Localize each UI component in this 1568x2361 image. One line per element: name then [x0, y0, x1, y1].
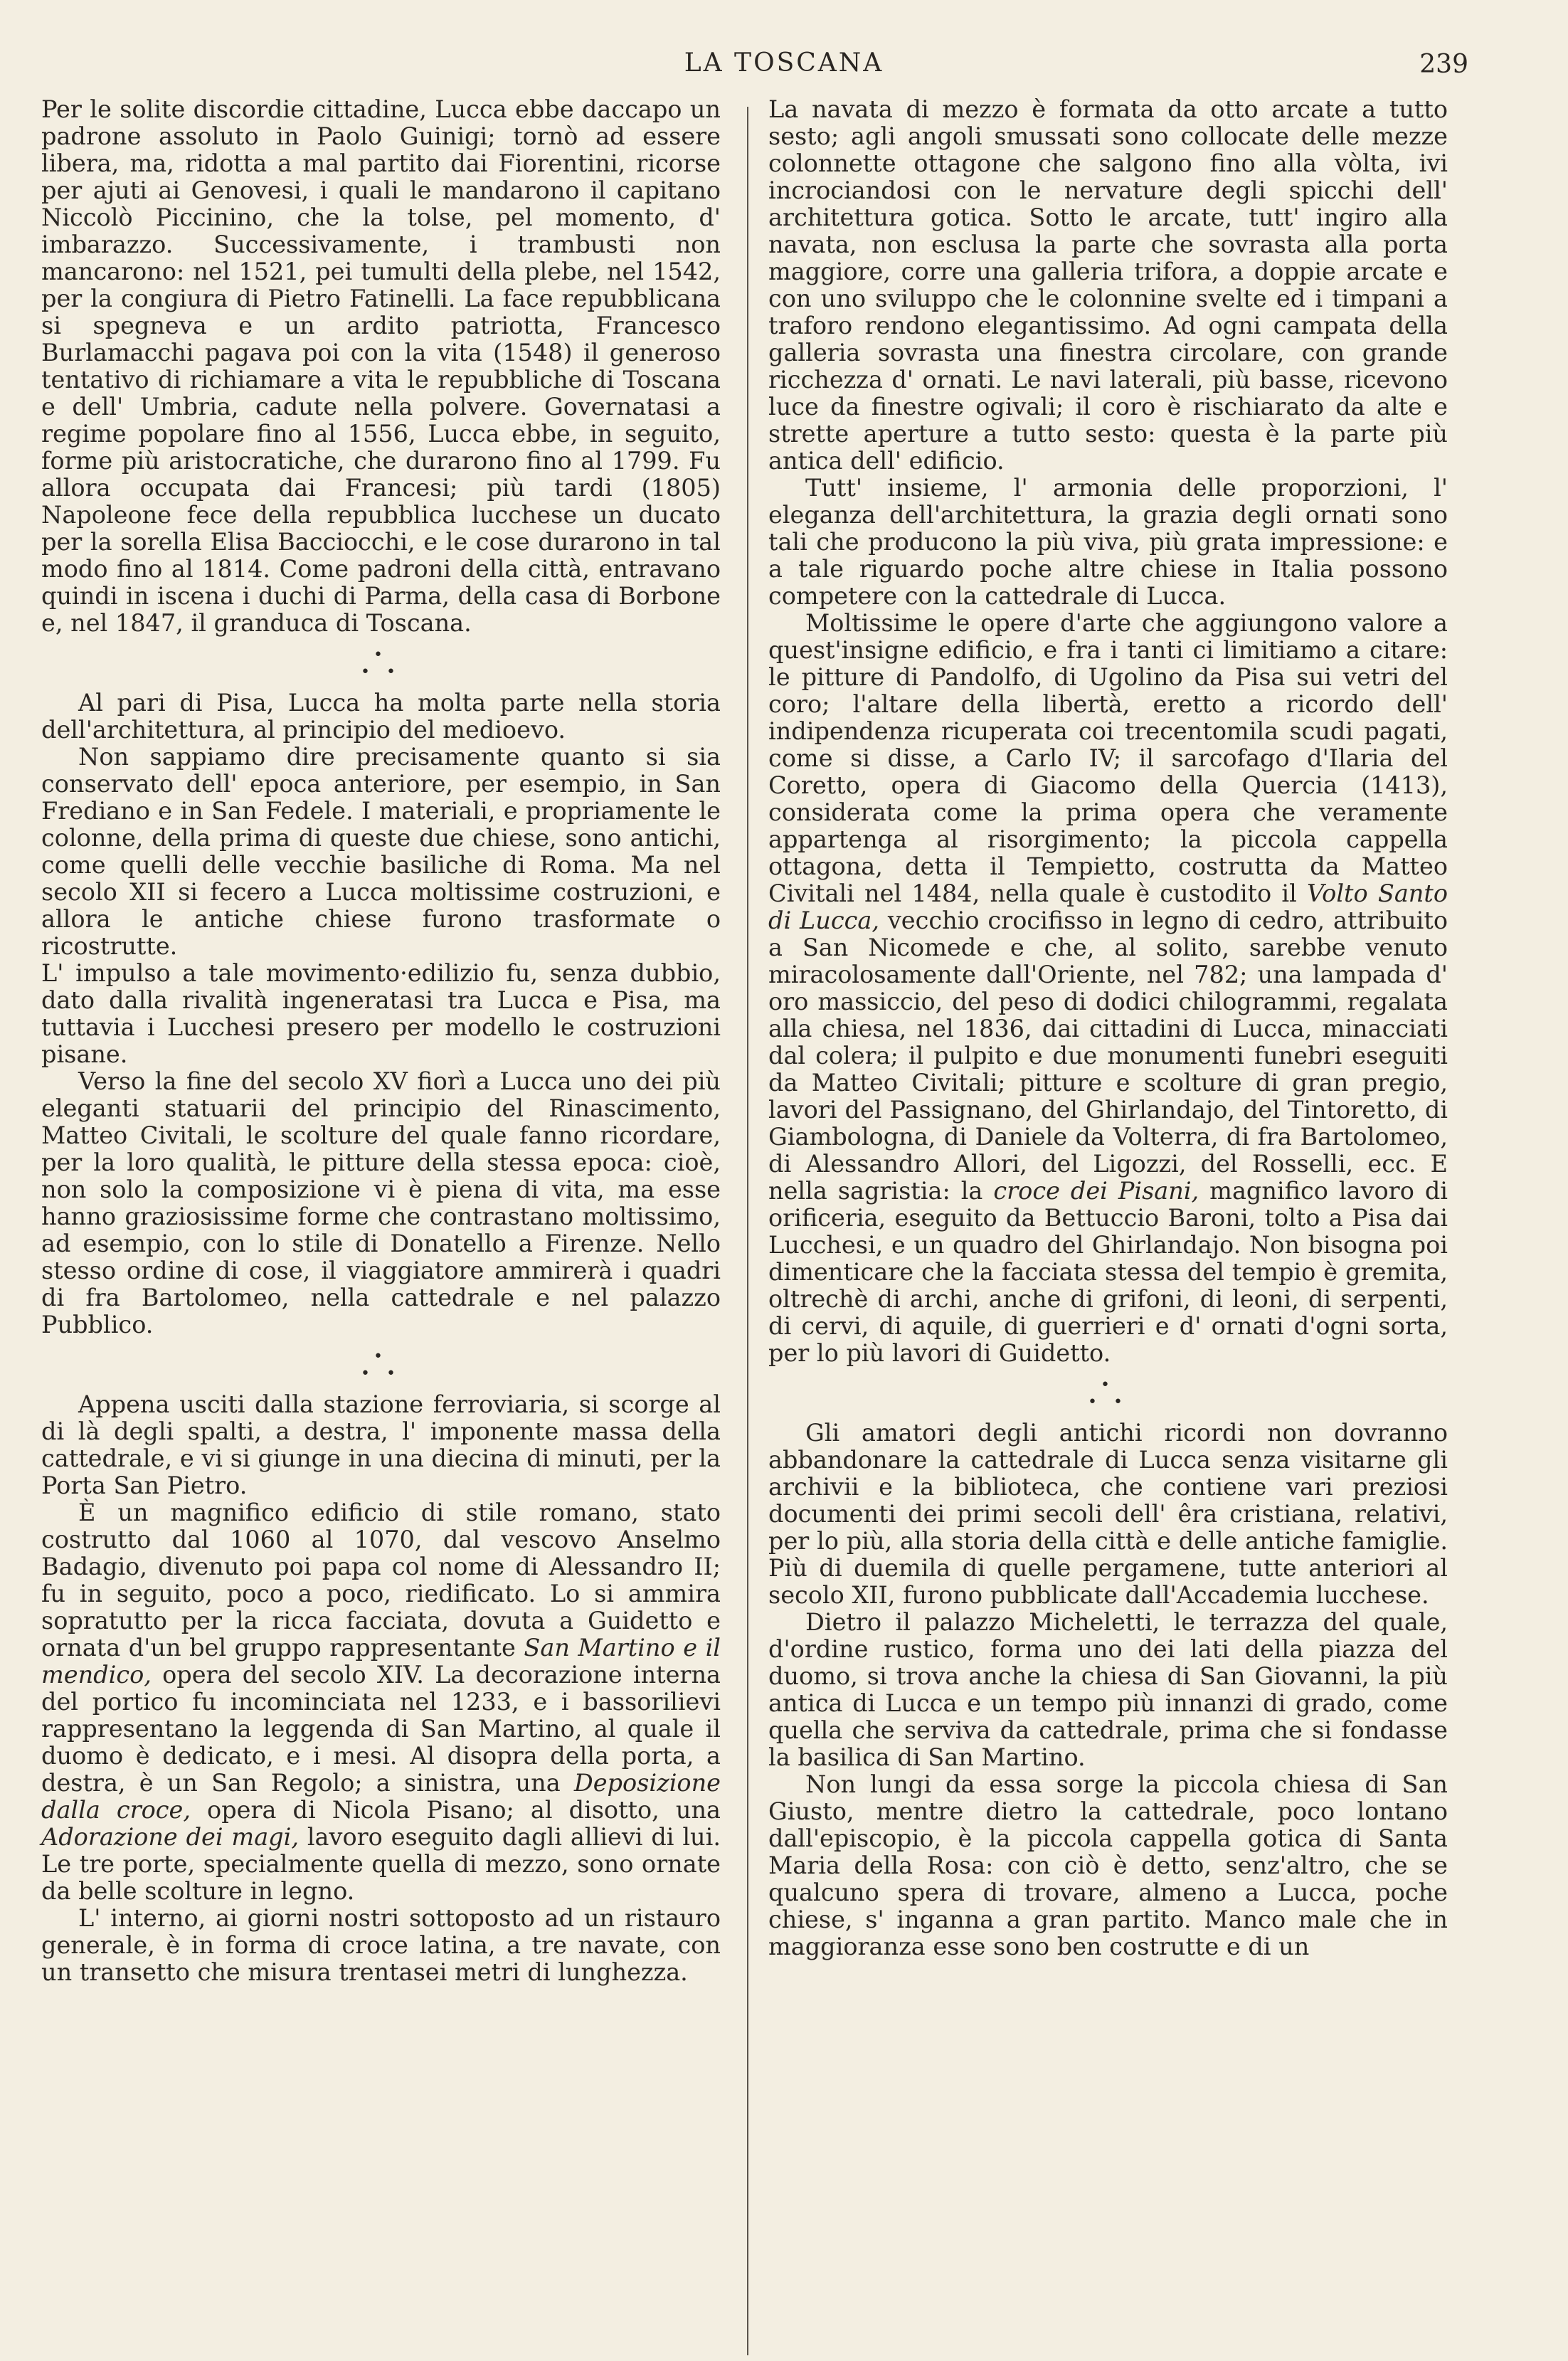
- paragraph: Verso la fine del secolo XV fiorì a Lucca uno dei più eleganti statuarii del principio del Rinascimento, Matteo Civitali, le scolture del quale fanno ricordare, per la loro qualità, le pitture della stessa epoca: cioè, non solo la composizione vi è piena di vita, ma esse hanno graziosissime forme che contrastano moltissimo, ad esempio, con lo stile di Donatello a Firenze. Nello stesso ordine di cose, il viaggiatore ammirerà i quadri di fra Bartolomeo, nella cattedrale e nel palazzo Pubblico.: [41, 1067, 721, 1338]
- left-column: [41, 96, 721, 1986]
- artwork-title: Adorazione dei magi,: [41, 1823, 299, 1851]
- column-divider: [747, 107, 748, 2355]
- paragraph: Non sappiamo dire precisamente quanto si sia conservato dell' epoca anteriore, per esempio, in San Frediano e in San Fedele. I materiali, e propriamente le colonne, della prima di queste due chiese, sono antichi, come quelli delle vecchie basiliche di Roma. Ma nel secolo XII si fecero a Lucca moltissime costruzioni, e allora le antiche chiese furono trasformate o ricostrutte.: [41, 743, 721, 960]
- section-separator: • • •: [361, 646, 401, 681]
- paragraph: Dietro il palazzo Micheletti, le terrazza del quale, d'ordine rustico, forma uno dei lati della piazza del duomo, si trova anche la chiesa di San Giovanni, la più antica di Lucca e un tempo più innanzi di grado, come quella che serviva da cattedrale, prima che si fondasse la basilica di San Martino.: [768, 1608, 1448, 1771]
- paragraph: È un magnifico edificio di stile romano, stato costrutto dal 1060 al 1070, dal vescovo Anselmo Badagio, divenuto poi papa col nome di Alessandro II; fu in seguito, poco a poco, riedificato. Lo si ammira sopratutto per la ricca facciata, dovuta a Guidetto e ornata d'un bel gruppo rappresentante San Martino e il mendico, opera del secolo XIV. La decorazione interna del portico fu incominciata nel 1233, e i bassorilievi rappresentano la leggenda di San Martino, al quale il duomo è dedicato, e i mesi. Al disopra della porta, a destra, è un San Regolo; a sinistra, una Deposizione dalla croce, opera di Nicola Pisano; al disotto, una Adorazione dei magi, lavoro eseguito dagli allievi di lui. Le tre porte, specialmente quella di mezzo, sono ornate da belle scolture in legno.: [41, 1499, 721, 1905]
- paragraph: Gli amatori degli antichi ricordi non dovranno abbandonare la cattedrale di Lucca senza visitarne gli archivii e la biblioteca, che contiene vari preziosi documenti dei primi secoli dell' êra cristiana, relativi, per lo più, alla storia della città e delle antiche famiglie. Più di duemila di quelle pergamene, tutte anteriori al secolo XII, furono pubblicate dall'Accademia lucchese.: [768, 1419, 1448, 1609]
- paragraph: Al pari di Pisa, Lucca ha molta parte nella storia dell'architettura, al principio del medioevo.: [41, 689, 721, 744]
- paragraph: Moltissime le opere d'arte che aggiungono valore a quest'insigne edificio, e fra i tanti ci limitiamo a citare: le pitture di Pandolfo, di Ugolino da Pisa sui vetri del coro; l'altare della libertà, eretto a ricordo dell' indipendenza ricuperata coi trecentomila scudi pagati, come si disse, a Carlo IV; il sarcofago d'Ilaria del Coretto, opera di Giacomo della Quercia (1413), considerata come la prima opera che veramente appartenga al risorgimento; la piccola cappella ottagona, detta il Tempietto, costrutta da Matteo Civitali nel 1484, nella quale è custodito il Volto Santo di Lucca, vecchio crocifisso in legno di cedro, attribuito a San Nicomede e che, al solito, sarebbe venuto miracolosamente dall'Oriente, nel 782; una lampada d' oro massiccio, del peso di dodici chilogrammi, regalata alla chiesa, nel 1836, dai cittadini di Lucca, minacciati dal colera; il pulpito e due monumenti funebri eseguiti da Matteo Civitali; pitture e scolture di gran pregio, lavori del Passignano, del Ghirlandajo, del Tintoretto, di Giambologna, di Daniele da Volterra, di fra Bartolomeo, di Alessandro Allori, del Ligozzi, del Rosselli, ecc. E nella sagristia: la croce dei Pisani, magnifico lavoro di orificeria, eseguito da Bettuccio Baroni, tolto a Pisa dai Lucchesi, e un quadro del Ghirlandajo. Non bisogna poi dimenticare che la facciata stessa del tempio è gremita, oltrechè di archi, anche di grifoni, di leoni, di serpenti, di cervi, di aquile, di guerrieri e d' ornati d'ogni sorta, per lo più lavori di Guidetto.: [768, 609, 1448, 1367]
- artwork-title: Volto Santo di Lucca,: [768, 880, 1448, 934]
- paragraph: Appena usciti dalla stazione ferroviaria, si scorge al di là degli spalti, a destra, l' imponente massa della cattedrale, e vi si giunge in una diecina di minuti, per la Porta San Pietro.: [41, 1390, 721, 1499]
- page-header: [0, 41, 1568, 84]
- artwork-title: croce dei Pisani,: [993, 1177, 1199, 1205]
- right-column: [768, 96, 1448, 1960]
- paragraph: L' interno, ai giorni nostri sottoposto ad un ristauro generale, è in forma di croce latina, a tre navate, con un transetto che misura trentasei metri di lunghezza.: [41, 1904, 721, 1986]
- paragraph: Per le solite discordie cittadine, Lucca ebbe daccapo un padrone assoluto in Paolo Guinigi; tornò ad essere libera, ma, ridotta a mal partito dai Fiorentini, ricorse per ajuti ai Genovesi, i quali le mandarono il capitano Niccolò Piccinino, che la tolse, pel momento, d' imbarazzo. Successivamente, i trambusti non mancarono: nel 1521, pei tumulti della plebe, nel 1542, per la congiura di Pietro Fatinelli. La face repubblicana si spegneva e un ardito patriotta, Francesco Burlamacchi pagava poi con la vita (1548) il generoso tentativo di richiamare a vita le repubbliche di Toscana e dell' Umbria, cadute nella polvere. Governatasi a regime popolare fino al 1556, Lucca ebbe, in seguito, forme più aristocratiche, che durarono fino al 1799. Fu allora occupata dai Francesi; più tardi (1805) Napoleone fece della repubblica lucchese un ducato per la sorella Elisa Bacciocchi, e le cose durarono in tal modo fino al 1814. Come padroni della città, entravano quindi in iscena i duchi di Parma, della casa di Borbone e, nel 1847, il granduca di Toscana.: [41, 95, 721, 637]
- paragraph: La navata di mezzo è formata da otto arcate a tutto sesto; agli angoli smussati sono collocate delle mezze colonnette ottagone che salgono fino alla vòlta, ivi incrociandosi con le nervature degli spicchi dell' architettura gotica. Sotto le arcate, tutt' ingiro alla navata, non esclusa la parte che sovrasta alla porta maggiore, corre una galleria trifora, a doppie arcate e con uno sviluppo che le colonnine svelte ed i timpani a traforo rendono elegantissimo. Ad ogni campata della galleria sovrasta una finestra circolare, con grande ricchezza d' ornati. Le navi laterali, più basse, ricevono luce da finestre ogivali; il coro è rischiarato da alte e strette aperture a tutto sesto: questa è la parte più antica dell' edificio.: [768, 95, 1448, 475]
- paragraph: L' impulso a tale movimento·edilizio fu, senza dubbio, dato dalla rivalità ingeneratasi tra Lucca e Pisa, ma tuttavia i Lucchesi presero per modello le costruzioni pisane.: [41, 959, 721, 1068]
- artwork-title: San Martino e il mendico,: [41, 1634, 721, 1689]
- section-separator: • • •: [1088, 1376, 1128, 1411]
- page-number: 239: [1419, 50, 1468, 79]
- paragraph: Tutt' insieme, l' armonia delle proporzioni, l' eleganza dell'architettura, la grazia degli ornati sono tali che producono la più viva, più grata impressione: e a tale riguardo poche altre chiese in Italia possono competere con la cattedrale di Lucca.: [768, 474, 1448, 610]
- paragraph: Non lungi da essa sorge la piccola chiesa di San Giusto, mentre dietro la cattedrale, poco lontano dall'episcopio, è la piccola cappella gotica di Santa Maria della Rosa: con ciò è detto, senz'altro, che se qualcuno spera di trovare, almeno a Lucca, poche chiese, s' inganna a gran partito. Manco male che in maggioranza esse sono ben costrutte e di un: [768, 1770, 1448, 1960]
- running-title: LA TOSCANA: [684, 48, 884, 78]
- artwork-title: Deposizione dalla croce,: [41, 1769, 721, 1824]
- section-separator: • • •: [361, 1348, 401, 1383]
